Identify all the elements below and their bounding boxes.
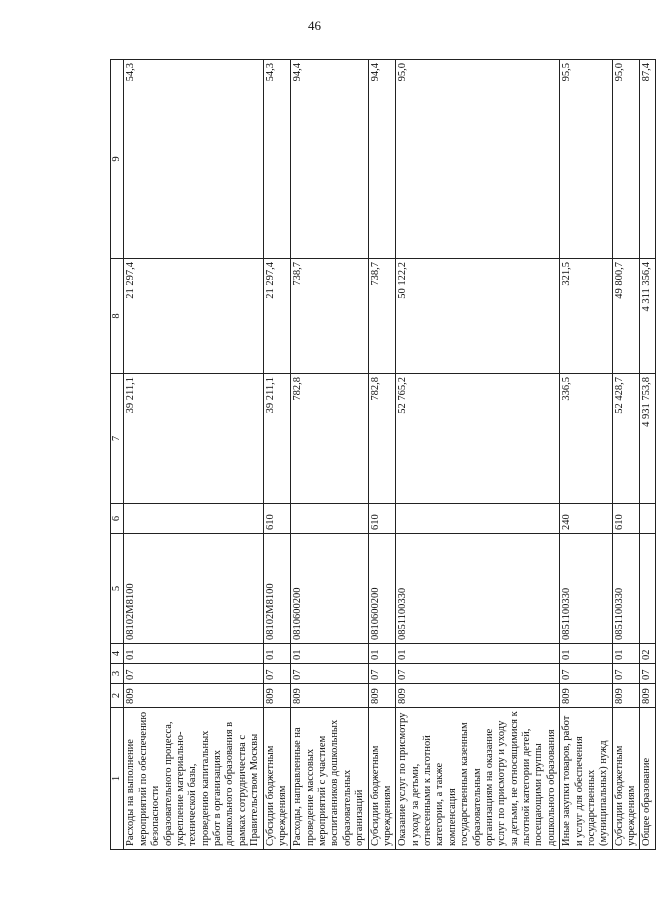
table-cell: 07	[560, 664, 613, 684]
table-cell: 01	[560, 644, 613, 664]
table-cell: 07	[368, 664, 396, 684]
table-cell: 39 211,1	[124, 374, 263, 504]
table-cell: 809	[612, 684, 640, 708]
table-cell: 01	[291, 644, 368, 664]
table-cell: 0810600200	[368, 534, 396, 644]
table-cell: 07	[640, 664, 655, 684]
table-cell: 95,5	[560, 60, 613, 259]
header-cell: 5	[111, 534, 124, 644]
table-cell: 240	[560, 504, 613, 534]
table-cell: 336,5	[560, 374, 613, 504]
table-cell: 95,0	[396, 60, 560, 259]
table-cell: 809	[560, 684, 613, 708]
header-row	[111, 60, 124, 850]
table-cell: 52 765,2	[396, 374, 560, 504]
table-cell: 809	[396, 684, 560, 708]
table-cell: 01	[124, 644, 263, 664]
table-cell: 08102M8100	[263, 534, 291, 644]
table-cell: 610	[263, 504, 291, 534]
table-cell: 02	[640, 644, 655, 664]
table-cell: 809	[124, 684, 263, 708]
table-cell: 39 211,1	[263, 374, 291, 504]
table-cell: 52 428,7	[612, 374, 640, 504]
table-cell: 738,7	[368, 259, 396, 374]
table-cell: 4 931 753,8	[640, 374, 655, 504]
table-cell: 01	[396, 644, 560, 664]
table-cell: 87,4	[640, 60, 655, 259]
table-cell: 0851100330	[612, 534, 640, 644]
table-cell: 0851100330	[560, 534, 613, 644]
table-cell	[640, 534, 655, 644]
table-cell: Общее образование	[640, 708, 655, 850]
table-cell: 21 297,4	[124, 259, 263, 374]
table-cell: Расходы на выполнение мероприятий по обеспечению безопасности образовательного процесса, укрепление материально-технической базы, проведению капитальных работ в организациях дошкольного образования в рамках сотрудничества с Правительством Москвы	[124, 708, 263, 850]
table-cell	[640, 504, 655, 534]
table-cell: 809	[640, 684, 655, 708]
header-cell: 9	[111, 60, 124, 259]
table-cell: 54,3	[124, 60, 263, 259]
table-cell: 08102M8100	[124, 534, 263, 644]
header-cell: 1	[111, 708, 124, 850]
table-cell: 809	[291, 684, 368, 708]
table-cell: Субсидии бюджетным учреждениям	[612, 708, 640, 850]
table-cell: Субсидии бюджетным учреждениям	[263, 708, 291, 850]
table-cell: 4 311 356,4	[640, 259, 655, 374]
page-number: 46	[308, 18, 321, 33]
table-cell: 809	[368, 684, 396, 708]
table-row	[396, 60, 560, 850]
table-cell: 95,0	[612, 60, 640, 259]
table-cell: 01	[368, 644, 396, 664]
table-cell: 07	[124, 664, 263, 684]
table-cell: 21 297,4	[263, 259, 291, 374]
rotated-table-wrapper	[110, 60, 653, 850]
table-row	[560, 60, 613, 850]
table-cell: 610	[368, 504, 396, 534]
table-row	[612, 60, 640, 850]
table-cell: 610	[612, 504, 640, 534]
table-row	[291, 60, 368, 850]
table-cell: 07	[263, 664, 291, 684]
table-cell: 01	[263, 644, 291, 664]
table-cell	[124, 504, 263, 534]
table-row	[263, 60, 291, 850]
table-cell: 782,8	[368, 374, 396, 504]
table-cell: Иные закупки товаров, работ и услуг для обеспечения государственных (муниципальных) нужд	[560, 708, 613, 850]
table-cell: Оказание услуг по присмотру и уходу за детьми, отнесенными к льготной категории, а также компенсация государственным казенным образовательным организациям на оказание услуг по присмотру и уходу за детьми, не относящимися к льготной категории детей, посещающими группы дошкольного образования	[396, 708, 560, 850]
table-cell	[291, 504, 368, 534]
table-row	[640, 60, 655, 850]
table-cell: 782,8	[291, 374, 368, 504]
table-cell: 49 800,7	[612, 259, 640, 374]
table-cell: 54,3	[263, 60, 291, 259]
table-cell: 0851100330	[396, 534, 560, 644]
header-cell: 7	[111, 374, 124, 504]
table-cell: 94,4	[368, 60, 396, 259]
table-cell: 94,4	[291, 60, 368, 259]
table-row	[124, 60, 263, 850]
header-cell: 6	[111, 504, 124, 534]
header-cell: 2	[111, 684, 124, 708]
header-cell: 4	[111, 644, 124, 664]
table-cell: 07	[396, 664, 560, 684]
table-row	[368, 60, 396, 850]
table-cell: 07	[291, 664, 368, 684]
header-cell: 8	[111, 259, 124, 374]
table-cell	[396, 504, 560, 534]
table-cell: 809	[263, 684, 291, 708]
table-cell: Субсидии бюджетным учреждениям	[368, 708, 396, 850]
table-cell: 738,7	[291, 259, 368, 374]
table-cell: 01	[612, 644, 640, 664]
budget-table	[110, 59, 656, 850]
table-cell: 07	[612, 664, 640, 684]
table-cell: 0810600200	[291, 534, 368, 644]
header-cell: 3	[111, 664, 124, 684]
table-cell: Расходы, направленные на проведение массовых мероприятий с участием воспитанников дошкольных образовательных организаций	[291, 708, 368, 850]
table-cell: 321,5	[560, 259, 613, 374]
table-cell: 50 122,2	[396, 259, 560, 374]
